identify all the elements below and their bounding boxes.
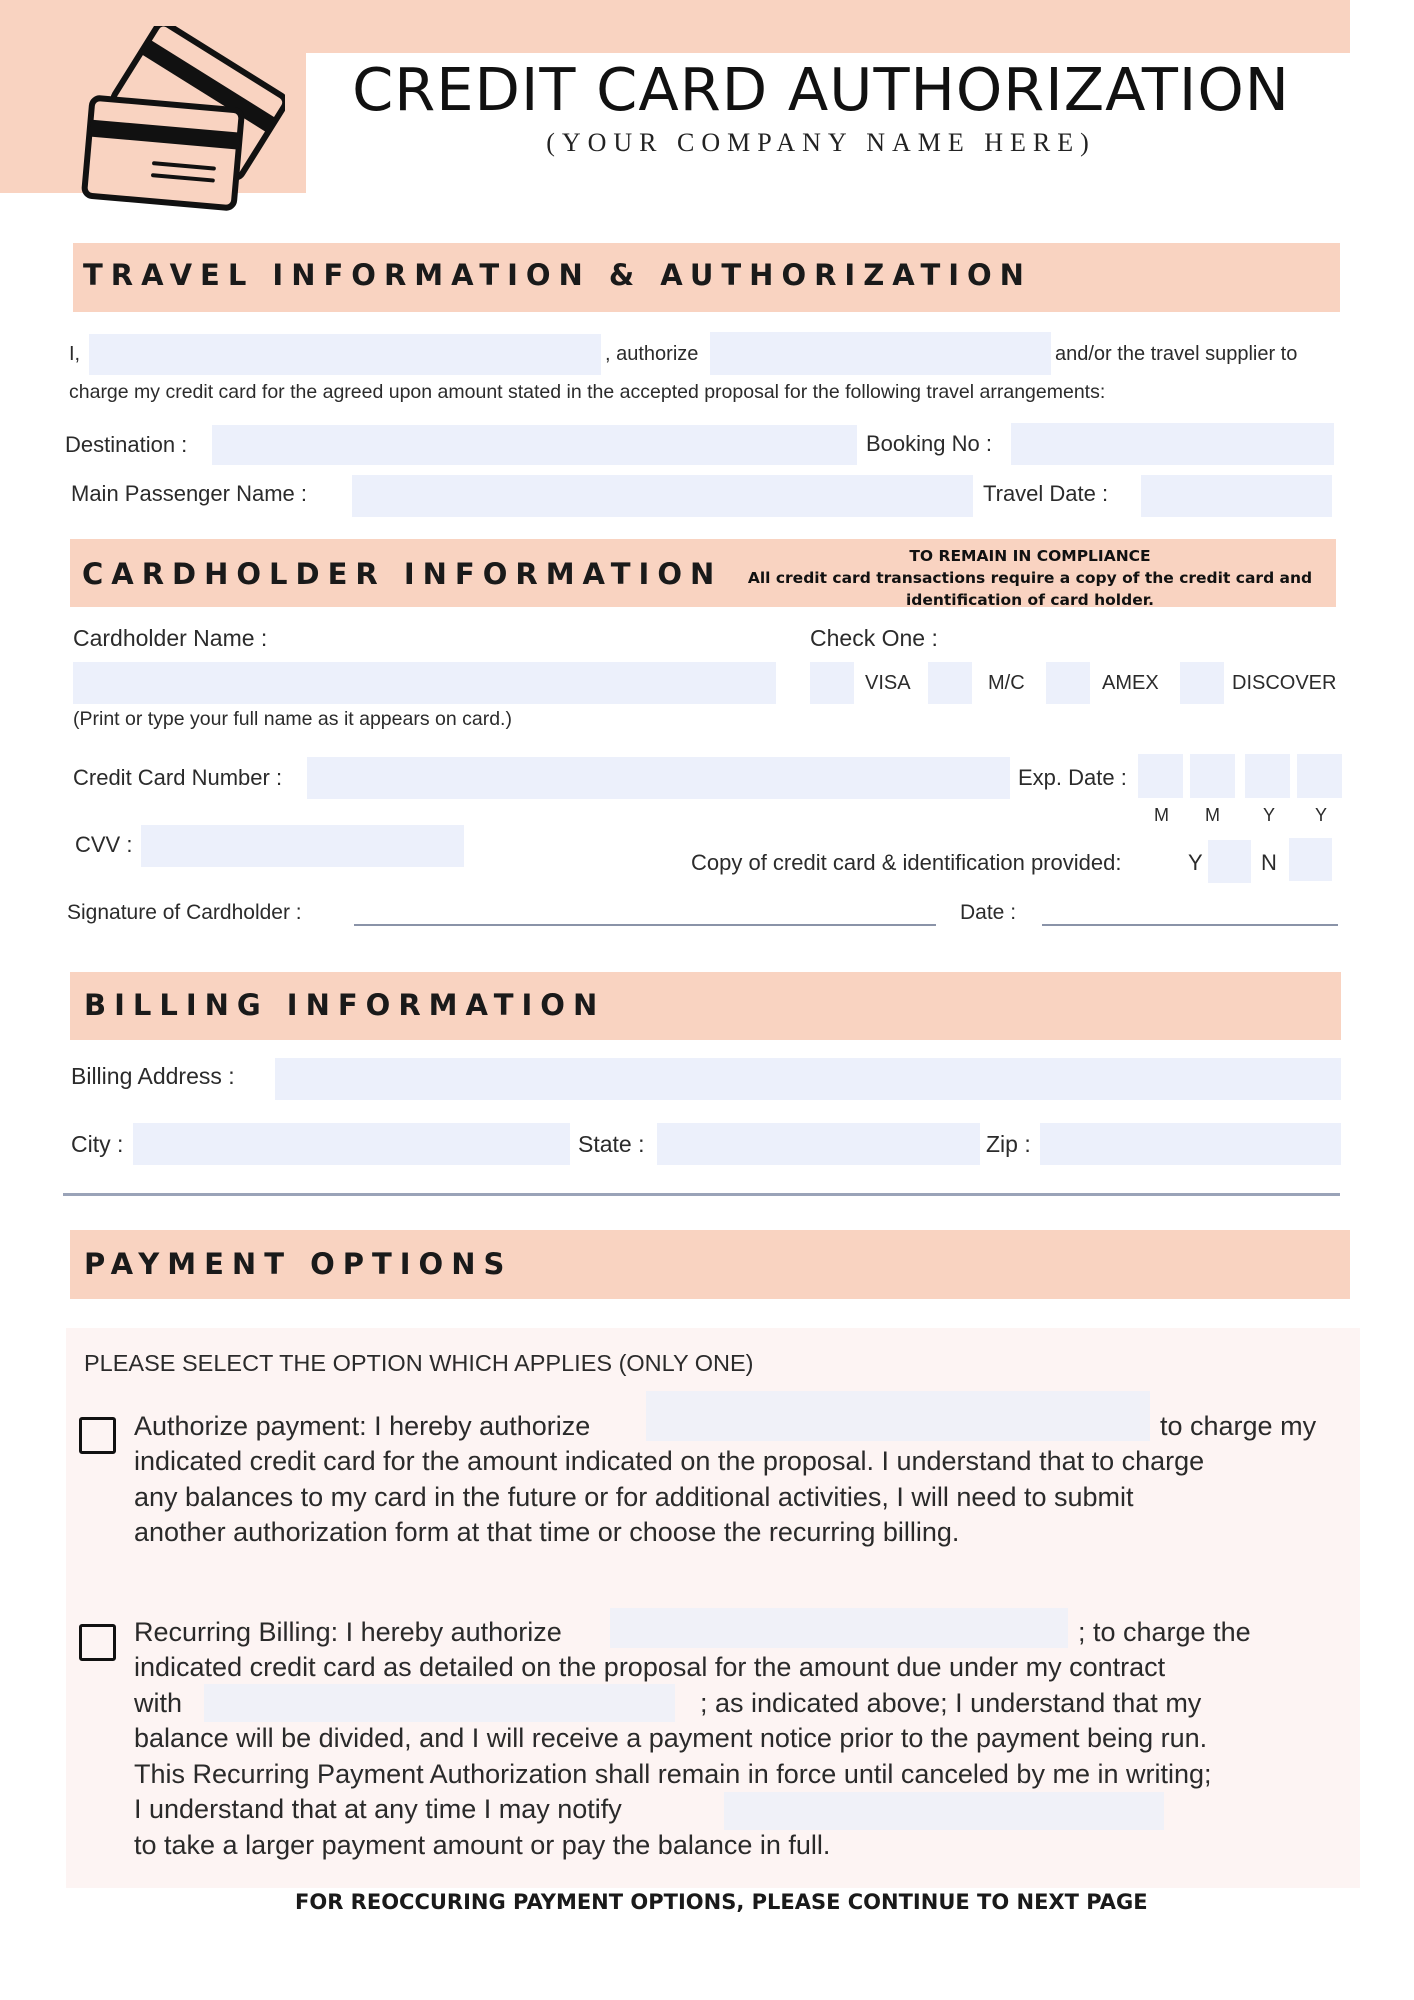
opt1-company-field[interactable]: [646, 1391, 1150, 1441]
check-one-label: Check One :: [810, 625, 938, 651]
authorizer-name-field[interactable]: [89, 334, 601, 375]
continue-note: FOR REOCCURING PAYMENT OPTIONS, PLEASE CONTINUE TO NEXT PAGE: [295, 1890, 1148, 1914]
exp-year-2-box[interactable]: [1297, 754, 1342, 798]
travel-date-label: Travel Date :: [983, 481, 1109, 506]
compliance-line-3: identification of card holder.: [905, 591, 1155, 609]
booking-number-field[interactable]: [1011, 423, 1334, 465]
exp-date-label: Exp. Date :: [1018, 765, 1127, 790]
opt2-line4: balance will be divided, and I will receive a payment notice prior to the payment being run.: [134, 1723, 1208, 1753]
card-type-discover-box[interactable]: [1180, 662, 1224, 704]
opt2-company-field[interactable]: [610, 1608, 1068, 1648]
opt2-line1b: ; to charge the: [1078, 1617, 1251, 1647]
opt2-line3a: with: [134, 1688, 183, 1718]
cardholder-name-hint: (Print or type your full name as it appears on card.): [73, 708, 512, 730]
exp-month-1-letter: M: [1154, 805, 1169, 825]
state-label: State :: [578, 1131, 645, 1157]
copy-no-label: N: [1261, 850, 1277, 875]
opt1-line4: another authorization form at that time or choose the recurring billing.: [134, 1517, 960, 1547]
compliance-notice: [730, 545, 1330, 611]
card-type-amex-label: AMEX: [1102, 672, 1159, 694]
card-number-field[interactable]: [307, 757, 1010, 799]
opt2-line7: to take a larger payment amount or pay the balance in full.: [134, 1830, 831, 1860]
recurring-billing-checkbox[interactable]: [79, 1624, 116, 1661]
state-field[interactable]: [657, 1123, 980, 1165]
cvv-label: CVV :: [75, 832, 133, 857]
credit-cards-icon: [80, 26, 285, 216]
authorize-label: , authorize: [605, 343, 699, 365]
cardholder-section-title: CARDHOLDER INFORMATION: [82, 557, 723, 591]
opt1-line3: any balances to my card in the future or for additional activities, I will need to submit: [134, 1482, 1134, 1512]
exp-month-2-letter: M: [1205, 805, 1220, 825]
signature-label: Signature of Cardholder :: [67, 901, 302, 924]
billing-address-field[interactable]: [275, 1058, 1341, 1100]
card-type-visa-box[interactable]: [810, 662, 854, 704]
opt2-line2: indicated credit card as detailed on the proposal for the amount due under my contract: [134, 1652, 1166, 1682]
exp-month-2-box[interactable]: [1190, 754, 1235, 798]
zip-field[interactable]: [1040, 1123, 1341, 1165]
opt1-line1b: to charge my: [1160, 1411, 1317, 1441]
page-title: CREDIT CARD AUTHORIZATION: [352, 55, 1290, 124]
cardholder-name-label: Cardholder Name :: [73, 625, 268, 651]
city-field[interactable]: [133, 1123, 570, 1165]
opt2-line1a: Recurring Billing: I hereby authorize: [134, 1617, 562, 1647]
copy-yes-box[interactable]: [1208, 840, 1251, 883]
card-type-visa-label: VISA: [865, 672, 911, 694]
card-type-discover-label: DISCOVER: [1232, 672, 1337, 694]
card-number-label: Credit Card Number :: [73, 765, 283, 790]
company-name: (YOUR COMPANY NAME HERE): [546, 128, 1096, 157]
travel-section-title: TRAVEL INFORMATION & AUTHORIZATION: [83, 258, 1032, 292]
booking-label: Booking No :: [866, 431, 992, 456]
exp-year-1-letter: Y: [1263, 805, 1276, 825]
supplier-text: and/or the travel supplier to: [1055, 343, 1298, 365]
section-divider: [63, 1193, 1340, 1196]
signature-line[interactable]: [354, 924, 936, 926]
opt1-line1a: Authorize payment: I hereby authorize: [134, 1411, 591, 1441]
cvv-field[interactable]: [141, 825, 464, 867]
compliance-line-1: TO REMAIN IN COMPLIANCE: [909, 547, 1151, 565]
signature-date-label: Date :: [960, 901, 1017, 924]
copy-provided-label: Copy of credit card & identification provided:: [691, 850, 1122, 875]
charge-text: charge my credit card for the agreed upon amount stated in the accepted proposal for the following travel arrangements:: [69, 381, 1106, 403]
authorize-payment-checkbox[interactable]: [79, 1417, 116, 1454]
card-type-mc-box[interactable]: [928, 662, 972, 704]
destination-field[interactable]: [212, 425, 857, 465]
passenger-label: Main Passenger Name :: [71, 481, 307, 506]
opt1-line2: indicated credit card for the amount indicated on the proposal. I understand that to charge: [134, 1446, 1205, 1476]
cardholder-name-field[interactable]: [73, 662, 776, 704]
company-authorized-field[interactable]: [710, 332, 1051, 375]
city-label: City :: [71, 1131, 124, 1157]
exp-year-2-letter: Y: [1315, 805, 1328, 825]
destination-label: Destination :: [65, 432, 188, 457]
passenger-name-field[interactable]: [352, 475, 973, 517]
exp-month-1-box[interactable]: [1138, 754, 1183, 798]
compliance-line-2: All credit card transactions require a copy of the credit card and: [747, 569, 1313, 587]
zip-label: Zip :: [986, 1131, 1031, 1157]
opt2-notify-field[interactable]: [724, 1792, 1164, 1830]
i-label: I,: [69, 343, 81, 365]
exp-year-1-box[interactable]: [1245, 754, 1290, 798]
billing-address-label: Billing Address :: [71, 1063, 235, 1089]
card-type-amex-box[interactable]: [1046, 662, 1090, 704]
opt2-contract-field[interactable]: [204, 1684, 675, 1722]
opt2-line6: I understand that at any time I may notify: [134, 1794, 622, 1824]
copy-no-box[interactable]: [1289, 838, 1332, 881]
opt2-line3b: ; as indicated above; I understand that my: [700, 1688, 1202, 1718]
signature-date-line[interactable]: [1042, 924, 1338, 926]
copy-yes-label: Y: [1188, 850, 1203, 875]
payment-instruction: PLEASE SELECT THE OPTION WHICH APPLIES (ONLY ONE): [84, 1350, 754, 1376]
billing-section-title: BILLING INFORMATION: [84, 988, 606, 1022]
payment-section-title: PAYMENT OPTIONS: [84, 1247, 513, 1281]
card-type-mc-label: M/C: [988, 672, 1025, 694]
travel-date-field[interactable]: [1141, 475, 1332, 517]
opt2-line5: This Recurring Payment Authorization shall remain in force until canceled by me in writing;: [134, 1759, 1212, 1789]
